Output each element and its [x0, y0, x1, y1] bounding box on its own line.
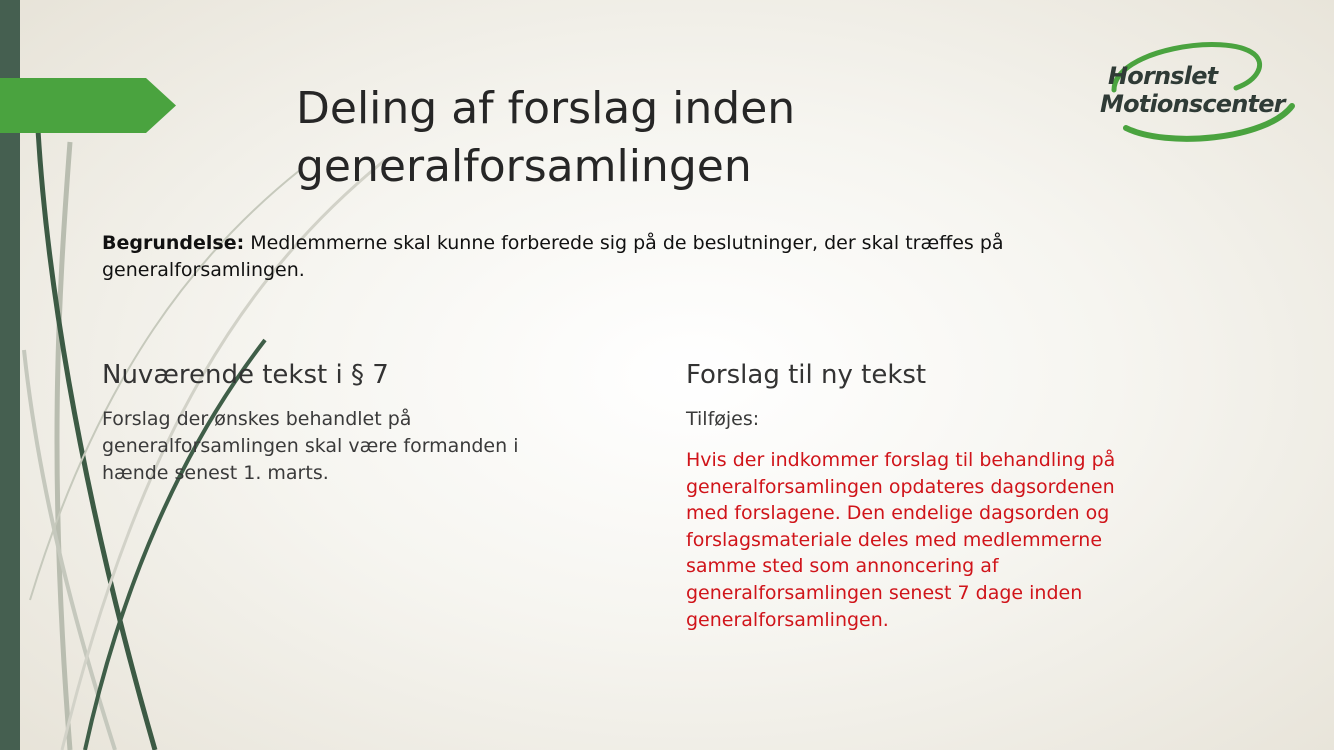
current-text-line: generalforsamlingen skal være formanden i: [102, 435, 519, 457]
current-text-line: Forslag der ønskes behandlet på: [102, 408, 412, 430]
proposal-line: med forslagene. Den endelige dagsorden og: [686, 502, 1110, 525]
logo-line2: Motionscenter: [1100, 90, 1285, 118]
title-line-2: generalforsamlingen: [296, 141, 752, 192]
proposal-label: Tilføjes:: [686, 408, 760, 430]
reason-text: Medlemmerne skal kunne forberede sig på de beslutninger, der skal træffes på generalforsamlingen.: [102, 232, 1004, 281]
reason-label: Begrundelse:: [102, 232, 245, 254]
reason-paragraph: [102, 230, 1182, 284]
proposal-line: generalforsamlingen opdateres dagsordenen: [686, 475, 1115, 498]
proposal-text: [686, 447, 1206, 633]
current-text-body: [102, 406, 602, 487]
proposal-line: forslagsmateriale deles med medlemmerne: [686, 528, 1103, 551]
proposal-line: samme sted som annoncering af: [686, 555, 999, 578]
proposal-line: generalforsamlingen senest 7 dage inden: [686, 581, 1083, 604]
proposal-heading: Forslag til ny tekst: [686, 360, 927, 390]
current-text-heading: Nuværende tekst i § 7: [102, 360, 389, 390]
current-text-line: hænde senest 1. marts.: [102, 462, 329, 484]
accent-arrow: [0, 78, 176, 133]
logo: [1096, 36, 1306, 148]
logo-line1: Hornslet: [1108, 62, 1218, 90]
proposal-line: Hvis der indkommer forslag til behandling på: [686, 449, 1116, 471]
slide-title: [296, 80, 1056, 196]
proposal-line: generalforsamlingen.: [686, 608, 889, 631]
title-line-1: Deling af forslag inden: [296, 83, 796, 134]
